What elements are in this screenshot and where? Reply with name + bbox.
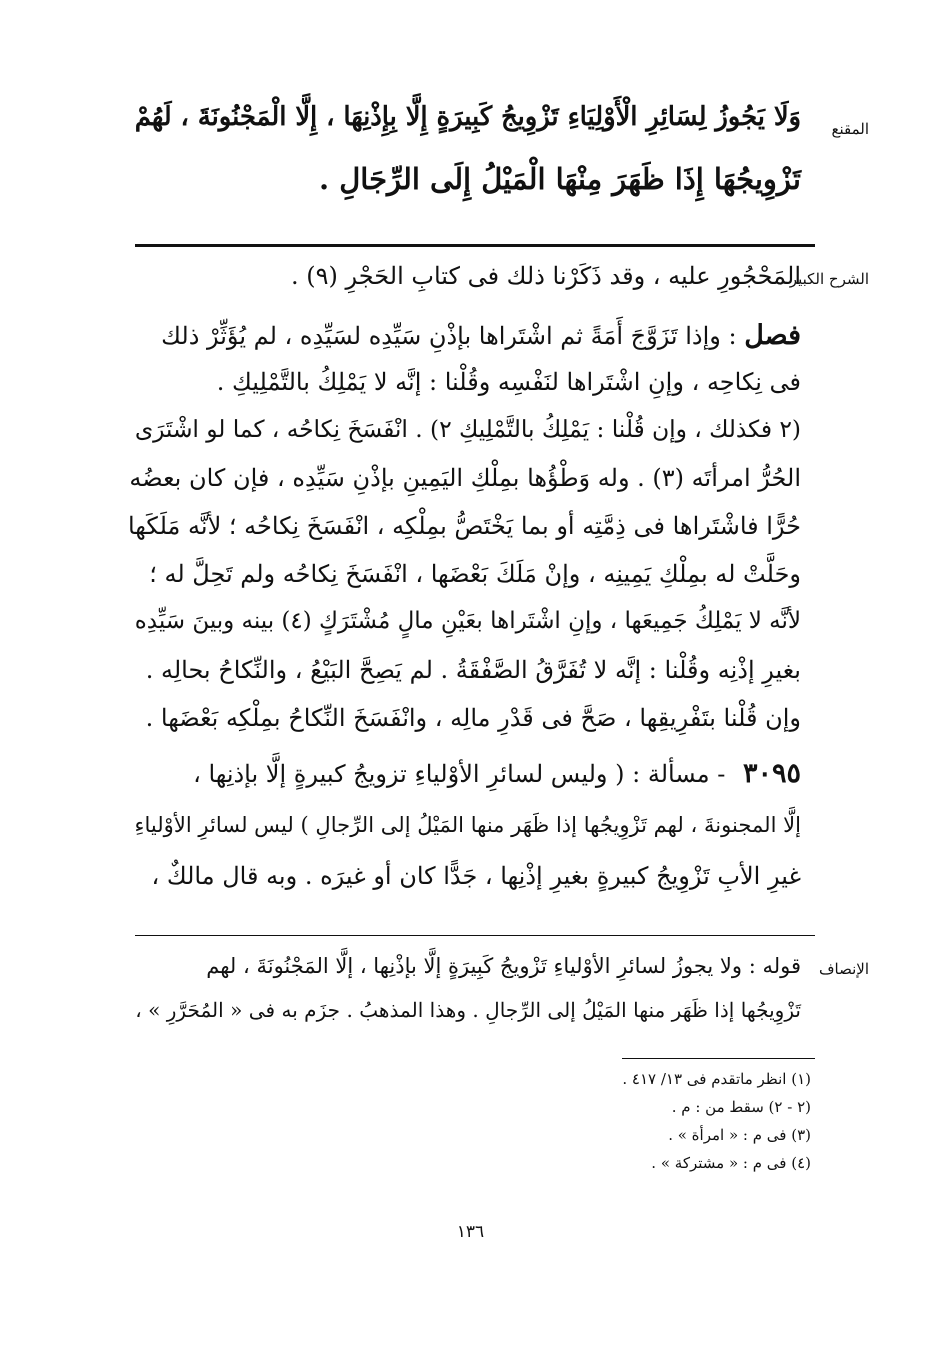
sharh-line: إلَّا المجنونةَ ، لهم تَزْوِيجُها إذا ظَهَر منها المَيْلُ إلى الرِّجالِ ) ليس لسائرِ الأوْلياءِ [134, 812, 801, 837]
sharh-line: وإن قُلْنا بتَفْرِيقِها ، صَحَّ فى قَدْرِ مالِه ، وانْفَسَخَ النِّكاحُ بمِلْكِه بَعْضَها . [145, 704, 801, 732]
insaf-line-1: قوله : ولا يجوزُ لسائرِ الأوْلياءِ تَزْويجُ كَبِيرَةٍ إلَّا بإذْنِها ، إلَّا المَجْنُونَةَ ، لهم [206, 954, 801, 978]
footnote-divider [622, 1058, 815, 1059]
fasl-heading: فصل [744, 320, 801, 351]
sharh-line: حُرًّا فاشْتَراها فى ذِمَّتِه أو بما يَخْتَصُّ بمِلْكِه ، انْفَسَخَ نِكاحُه ؛ لأنَّه مَلَكَها [127, 512, 801, 540]
footnote-item: (٤) فى م : « مشتركة » . [651, 1154, 811, 1172]
page-number: ١٣٦ [456, 1222, 485, 1242]
muqni-line-2: تَزْوِيجُهَا إِذَا ظَهَرَ مِنْهَا الْمَيْلُ إِلَى الرِّجَالِ . [319, 162, 801, 196]
sharh-divider [135, 935, 815, 936]
footnote-item: (١) انظر ماتقدم فى ١٣/ ٤١٧ . [622, 1070, 811, 1088]
sharh-label: الشرح الكبير [789, 270, 869, 288]
muqni-line-1: وَلَا يَجُوزُ لِسَائِرِ الْأَوْلِيَاءِ تَزْوِيجُ كَبِيرَةٍ إِلَّا بِإِذْنِهَا ، إِلَّا الْمَجْنُونَةَ ، لَهُمْ [134, 102, 801, 132]
muqni-divider [135, 244, 815, 247]
footnotes [411, 1070, 811, 1190]
muqni-text [121, 92, 801, 222]
sharh-line: لأنَّه لا يَمْلِكُ جَمِيعَها ، وإنِ اشْتَراها بعَيْنِ مالٍ مُشْتَرَكٍ (٤) بينه وبينَ سَيِّدِه [134, 608, 801, 634]
fasl-text: : وإذا تَزَوَّجَ أَمَةً ثم اشْتَراها بإذْنِ سَيِّدِه لسَيِّدِه ، لم يُؤَثِّرْ ذلك [161, 322, 737, 350]
sharh-line: (٢ فكذلك ، وإن قُلْنا : يَمْلِكُ بالتَّمْلِيكِ ٢) . انْفَسَخَ نِكاحُه ، كما لو اشْتَرَى [134, 416, 801, 443]
muqni-label: المقنع [831, 120, 869, 138]
insaf-text [121, 950, 801, 1040]
fasl-line [161, 320, 801, 351]
insaf-label: الإنصاف [818, 960, 869, 978]
footnote-item: (٣) فى م : « امرأة » . [668, 1126, 811, 1144]
sharh-line: بغيرِ إذْنِه وقُلْنا : إنَّه لا تُفَرَّقُ الصَّفْقَةُ . لم يَصِحَّ البَيْعُ ، والنِّكاحُ بحالِه . [145, 656, 801, 684]
insaf-line-2: تَزْوِيجُها إذا ظَهَر منها المَيْلُ إلى الرِّجالِ . وهذا المذهبُ . جزَم به فى « المُحَرَّرِ » ، [135, 998, 801, 1022]
masala-line [193, 758, 801, 789]
masala-text: - مسألة : ( وليس لسائرِ الأوْلياءِ تزويجُ كبيرةٍ إلَّا بإذنِها ، [193, 760, 726, 788]
footnote-item: (٢ - ٢) سقط من : م . [671, 1098, 811, 1116]
sharh-line-opening: المَحْجُورِ عليه ، وقد ذَكَرْنا ذلك فى كتابِ الحَجْرِ (٩) . [291, 262, 801, 290]
sharh-line: فى نِكاحِه ، وإنِ اشْتَراها لنَفْسِه وقُلْنا : إنَّه لا يَمْلِكُ بالتَّمْلِيكِ . [216, 368, 801, 396]
sharh-line: الحُرُّ امرأتَه (٣) . وله وَطْؤُها بمِلْكِ اليَمِينِ بإذْنِ سَيِّدِه ، فإن كان بعضُه [129, 464, 801, 492]
sharh-line: غيرِ الأبِ تَزْوِيجُ كبيرةٍ بغيرِ إذْنِها ، جَدًّا كان أو غيرَه . وبه قال مالكٌ ، [151, 862, 801, 890]
sharh-text [121, 258, 801, 918]
masala-number: ٣٠٩٥ [742, 758, 801, 789]
sharh-line: وحَلَّتْ له بمِلْكِ يَمِينِه ، وإنْ مَلَكَ بَعْضَها ، انْفَسَخَ نِكاحُه ولم تَحِلَّ له ؛ [149, 560, 801, 588]
